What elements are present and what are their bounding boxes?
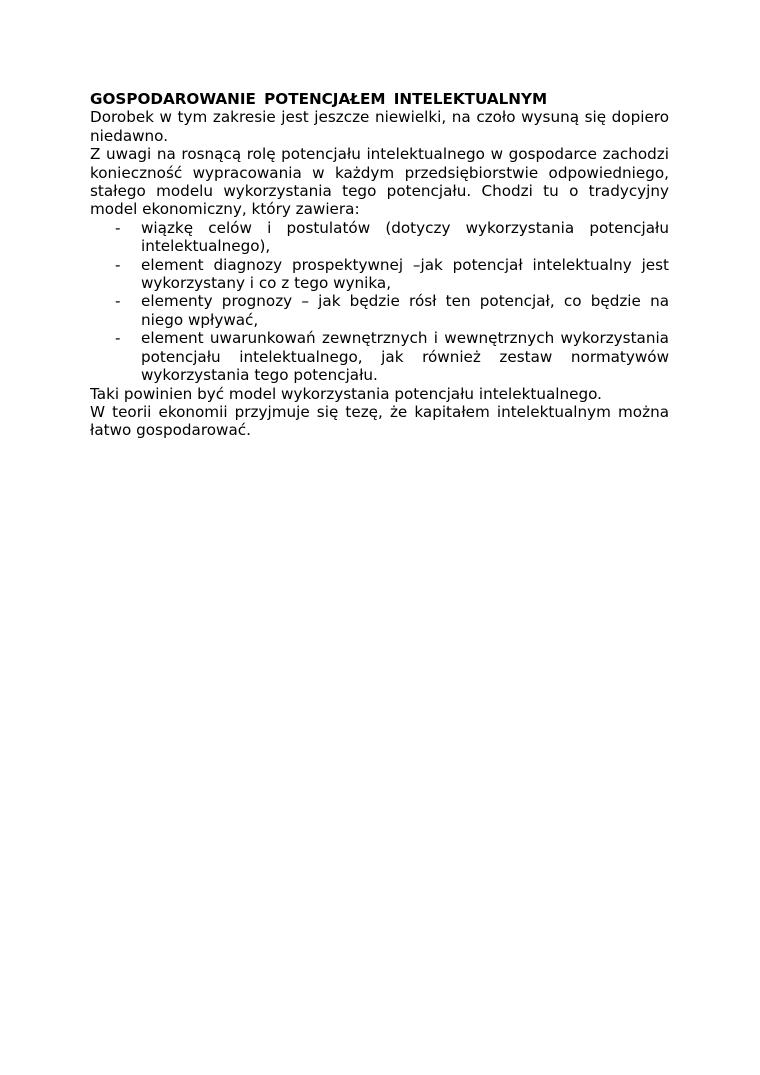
list-item — [90, 292, 669, 329]
list-item — [90, 219, 669, 256]
list-dash: - — [115, 255, 121, 274]
list-item-text: element diagnozy prospektywnej –jak potencjał intelektualny jest wykorzystany i co z tego wynika, — [141, 255, 669, 293]
list-item-text: wiązkę celów i postulatów (dotyczy wykorzystania potencjału intelektualnego), — [141, 218, 669, 256]
list-dash: - — [115, 329, 121, 348]
list-item-text: element uwarunkowań zewnętrznych i wewnętrznych wykorzystania potencjału intelektualnego, jak również zestaw normatywów wykorzystania tego potencjału. — [141, 329, 669, 385]
document-content — [90, 90, 669, 440]
paragraph-intro: Dorobek w tym zakresie jest jeszcze niewielki, na czoło wysuną się dopiero niedawno. — [90, 108, 669, 145]
paragraph-theory: W teorii ekonomii przyjmuje się tezę, że kapitałem intelektualnym można łatwo gospodarować. — [90, 402, 669, 440]
paragraph-conclusion: Taki powinien być model wykorzystania potencjału intelektualnego. — [90, 384, 602, 403]
model-elements-list — [90, 219, 669, 385]
paragraph-model: Z uwagi na rosnącą rolę potencjału intelektualnego w gospodarce zachodzi konieczność wypracowania w każdym przedsiębiorstwie odpowiedniego, stałego modelu wykorzystania tego potencjału. Chodzi tu o tradycyjny model ekonomiczny, który zawiera: — [90, 145, 669, 219]
list-item-text: elementy prognozy – jak będzie rósł ten potencjał, co będzie na niego wpływać, — [141, 292, 669, 329]
list-dash: - — [115, 218, 121, 237]
document-title: GOSPODAROWANIE POTENCJAŁEM INTELEKTUALNYM — [90, 90, 548, 108]
list-dash: - — [115, 292, 121, 311]
list-item — [90, 329, 669, 384]
list-item — [90, 256, 669, 293]
